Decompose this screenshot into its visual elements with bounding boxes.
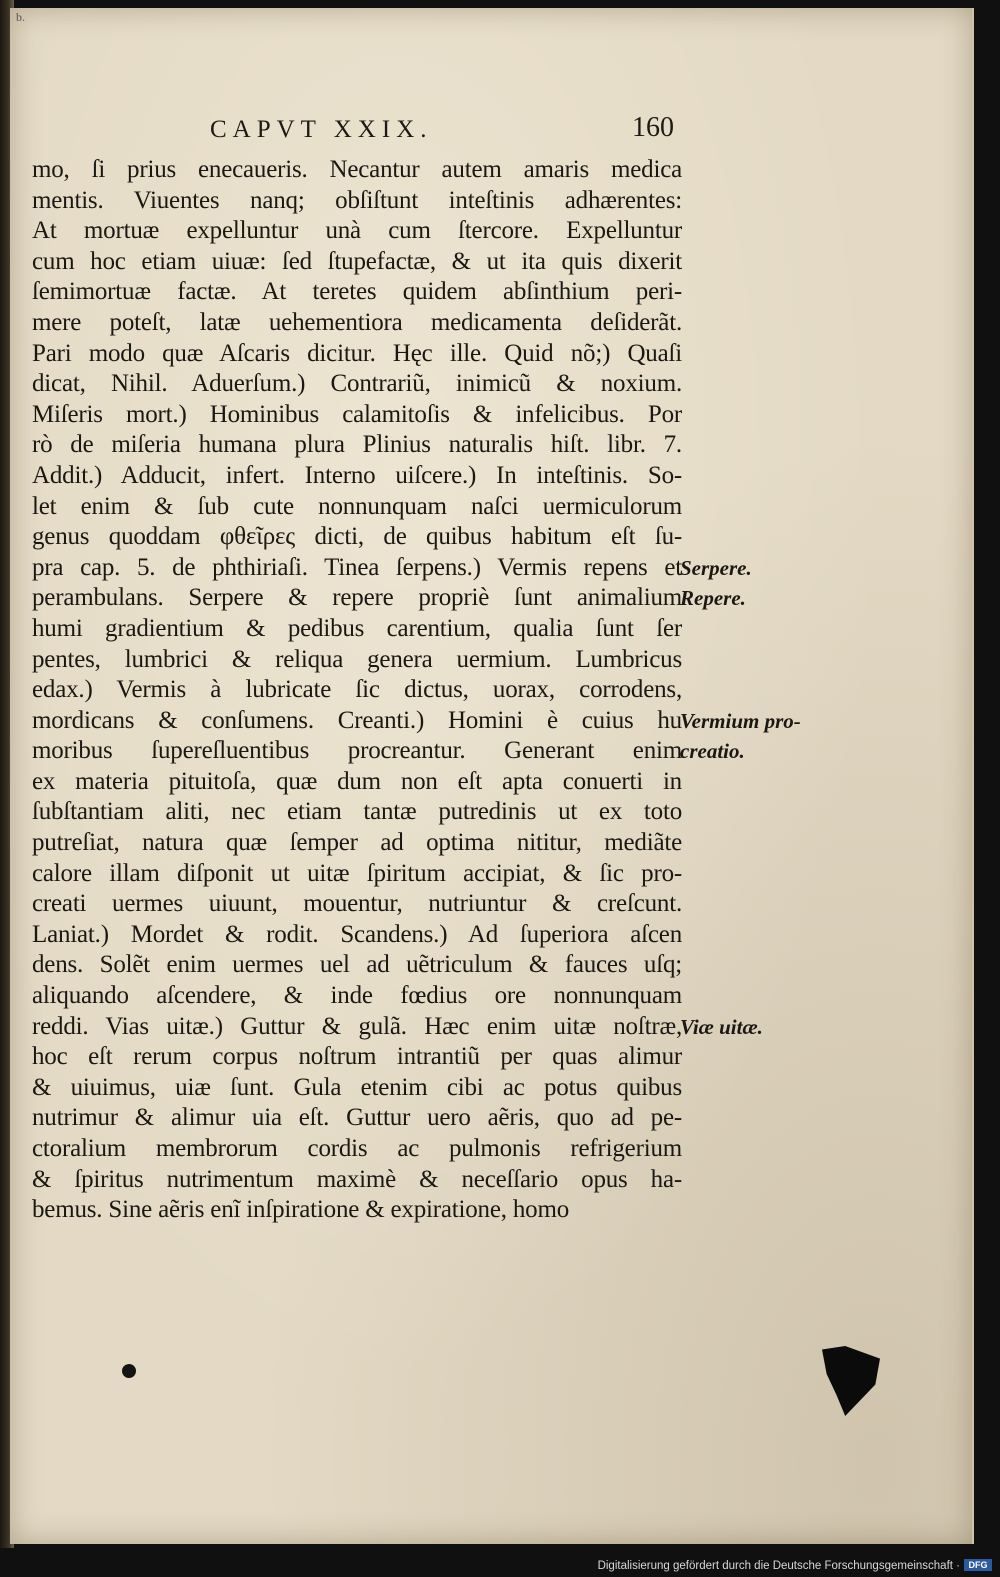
text-line: ctoralium membrorum cordis ac pulmonis refrigerium [32, 1135, 682, 1162]
text-line: & uiuimus, uiæ ſunt. Gula etenim cibi ac potus quibus [32, 1073, 682, 1101]
text-line: rò de miſeria humana plura Plinius naturalis hiſt. libr. 7. [32, 431, 682, 459]
folio-page-number: 160 [632, 112, 674, 143]
margin-note: Viæ uitæ. [680, 1014, 763, 1039]
text-line: dens. Solẽt enim uermes uel ad uẽtriculum & fauces uſq; [32, 951, 682, 979]
text-line: Laniat.) Mordet & rodit. Scandens.) Ad ſuperiora aſcen [32, 920, 682, 948]
margin-note: creatio. [680, 739, 745, 764]
text-line: cum hoc etiam uiuæ: ſed ſtupefactæ, & ut ita quis dixerit [32, 247, 682, 275]
text-line: edax.) Vermis à lubricate ſic dictus, uorax, corrodens, [32, 676, 682, 704]
ink-dot [122, 1364, 136, 1378]
text-line: dicat, Nihil. Aduerſum.) Contrariũ, inimicũ & noxium. [32, 370, 682, 398]
text-line: mo, ſi prius enecaueris. Necantur autem amaris medica [32, 156, 682, 183]
body-text [32, 155, 682, 1226]
text-line: nutrimur & alimur uia eſt. Guttur uero aẽris, quo ad pe- [32, 1104, 682, 1132]
text-line: calore illam diſponit ut uitæ ſpiritum accipiat, & ſic pro- [32, 859, 682, 887]
text-line: hoc eſt rerum corpus noſtrum intrantiũ per quas alimur [32, 1043, 682, 1071]
margin-note: Vermium pro- [680, 708, 801, 733]
margin-note: Serpere. [680, 555, 752, 580]
text-line: perambulans. Serpere & repere propriè ſunt animalium [32, 584, 682, 612]
text-line: genus quoddam φθεῖρες dicti, de quibus habitum eſt ſu- [32, 523, 682, 551]
text-line: moribus ſupereſluentibus procreantur. Generant enim [32, 737, 682, 765]
text-line: mentis. Viuentes nanq; obſiſtunt inteſtinis adhærentes: [32, 186, 682, 214]
text-line: mere poteſt, latæ uehementiora medicamenta deſiderãt. [32, 308, 682, 336]
text-line: pentes, lumbrici & reliqua genera uermium. Lumbricus [32, 645, 682, 673]
text-line: humi gradientium & pedibus carentium, qualia ſunt ſer [32, 614, 682, 642]
text-line: putreſiat, natura quæ ſemper ad optima nititur, mediãte [32, 829, 682, 857]
text-line: mordicans & conſumens. Creanti.) Homini è cuius hu [32, 706, 682, 734]
text-line: ſemimortuæ factæ. At teretes quidem abſinthium peri- [32, 278, 682, 306]
credit-bar [0, 1553, 1000, 1577]
text-line: & ſpiritus nutrimentum maximè & neceſſario opus ha- [32, 1165, 682, 1193]
text-line: ſubſtantiam aliti, nec etiam tantæ putredinis ut ex toto [32, 798, 682, 826]
running-head: CAPVT XXIX. [210, 116, 433, 143]
text-line: aliquando aſcendere, & inde fœdius ore nonnunquam [32, 982, 682, 1010]
text-line: let enim & ſub cute nonnunquam naſci uermiculorum [32, 492, 682, 520]
dfg-logo: DFG [964, 1559, 992, 1571]
text-line: Addit.) Adducit, infert. Interno uiſcere.) In inteſtinis. So- [32, 461, 682, 489]
text-line: At mortuæ expelluntur unà cum ſtercore. Expelluntur [32, 217, 682, 245]
digitization-credit: Digitalisierung gefördert durch die Deutsche Forschungsgemeinschaft · [597, 1560, 960, 1572]
text-line: pra cap. 5. de phthiriaſi. Tinea ſerpens.) Vermis repens et [32, 553, 682, 581]
text-line: Pari modo quæ Aſcaris dicitur. Hęc ille. Quid nõ;) Quaſi [32, 339, 682, 367]
ink-blot [822, 1346, 880, 1416]
text-line: creati uermes uiuunt, mouentur, nutriuntur & creſcunt. [32, 890, 682, 918]
book-page [10, 8, 974, 1544]
text-line: bemus. Sine aẽris enĩ inſpiratione & expiratione, homo [32, 1196, 569, 1224]
text-line: Miſeris mort.) Hominibus calamitoſis & infelicibus. Por [32, 400, 682, 428]
text-line: reddi. Vias uitæ.) Guttur & gulã. Hæc enim uitæ noſtræ, [32, 1012, 682, 1040]
page-corner-mark: b. [16, 10, 25, 24]
text-line: ex materia pituitoſa, quæ dum non eſt apta conuerti in [32, 767, 682, 795]
margin-note: Repere. [680, 586, 746, 611]
